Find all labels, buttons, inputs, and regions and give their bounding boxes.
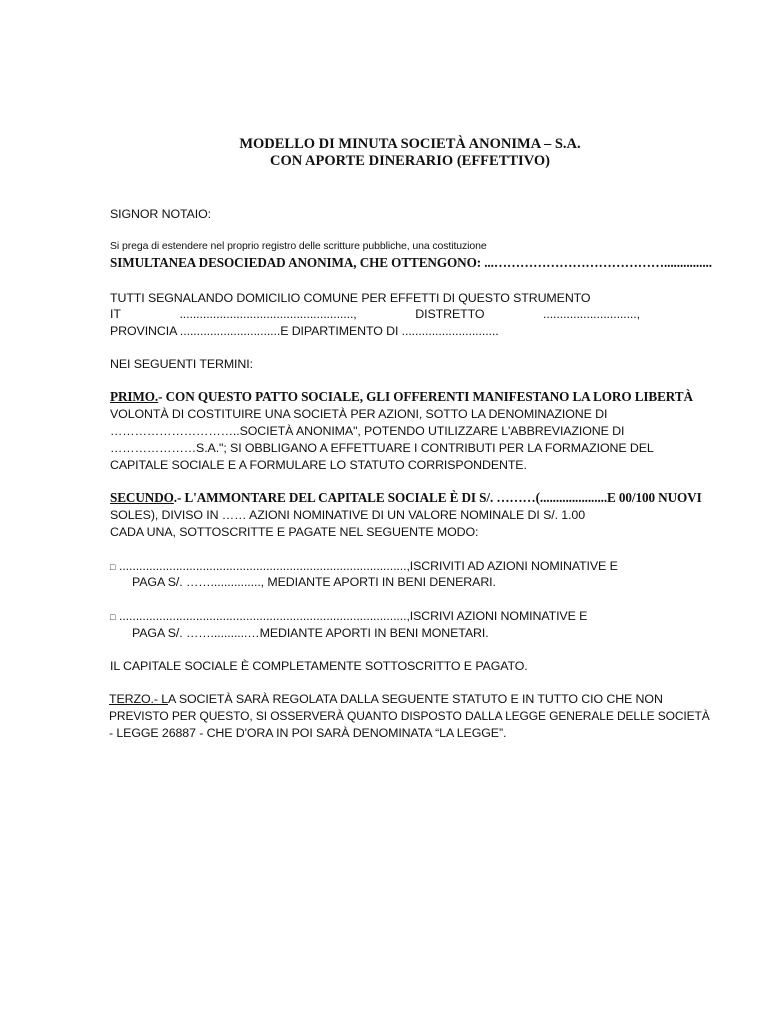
primo-heading xyxy=(110,389,693,405)
secundo-line-2: SOLES), DIVISO IN …… AZIONI NOMINATIVE DI UN VALORE NOMINALE DI S/. 1.00 xyxy=(110,508,585,522)
checkbox-bullet-icon: □ xyxy=(110,612,116,622)
document-title-line-2: CON APORTE DINERARIO (EFFETTIVO) xyxy=(270,153,550,169)
intro-bold-text: SIMULTANEA DESOCIEDAD ANONIMA, CHE OTTENGONO: ...…………………………………............... xyxy=(110,255,712,270)
domicile-it: IT xyxy=(110,307,121,321)
terzo-line-1-text: A SOCIETÀ SARÀ REGOLATA DALLA SEGUENTE STATUTO E IN TUTTO CIO CHE NON xyxy=(168,692,663,706)
domicile-line-1: TUTTI SEGNALANDO DOMICILIO COMUNE PER EFFETTI DI QUESTO STRUMENTO xyxy=(110,291,591,305)
primo-heading-text: - CON QUESTO PATTO SOCIALE, GLI OFFERENTI MANIFESTANO LA LORO LIBERTÀ xyxy=(158,389,693,404)
terzo-line-2: PREVISTO PER QUESTO, SI OSSERVERÀ QUANTO DISPOSTO DALLA LEGGE GENERALE DELLE SOCIETÀ xyxy=(109,709,710,723)
subscriber-1-text: ......................................................................................,ISCRIVITI AD AZIONI NOMINATIVE E xyxy=(119,559,618,573)
subscriber-1-line-1 xyxy=(110,558,618,575)
primo-line-4: …………………S.A."; SI OBBLIGANO A EFFETTUARE I CONTRIBUTI PER LA FORMAZIONE DEL xyxy=(110,441,654,455)
subscriber-1-line-2: PAGA S/. ……..............., MEDIANTE APORTI IN BENI DENERARI. xyxy=(132,575,496,589)
subscriber-2-text: ......................................................................................,ISCRIVI AZIONI NOMINATIVE E xyxy=(119,609,588,623)
domicile-line-2 xyxy=(110,306,640,322)
domicile-city-blank: ...................................................., xyxy=(179,307,357,321)
subscriber-2-line-2: PAGA S/. ……...........…MEDIANTE APORTI IN BENI MONETARI. xyxy=(132,626,489,640)
terzo-line-3: - LEGGE 26887 - CHE D'ORA IN POI SARÀ DENOMINATA “LA LEGGE”. xyxy=(109,726,507,740)
primo-label: PRIMO. xyxy=(110,389,159,404)
primo-line-3: …………………………..SOCIETÀ ANONIMA", POTENDO UTILIZZARE L'ABBREVIAZIONE DI xyxy=(110,424,625,438)
document-title-line-1: MODELLO DI MINUTA SOCIETÀ ANONIMA – S.A. xyxy=(239,136,581,152)
secundo-line-3: CADA UNA, SOTTOSCRITTE E PAGATE NEL SEGUENTE MODO: xyxy=(110,525,479,539)
capital-statement: IL CAPITALE SOCIALE È COMPLETAMENTE SOTTOSCRITTO E PAGATO. xyxy=(110,659,528,673)
checkbox-bullet-icon: □ xyxy=(110,562,116,572)
secundo-heading-text: .- L'AMMONTARE DEL CAPITALE SOCIALE È DI S/. ………(.....................E 00/100 NUOVI xyxy=(173,490,702,505)
salutation: SIGNOR NOTAIO: xyxy=(110,207,211,221)
primo-line-2: VOLONTÀ DI COSTITUIRE UNA SOCIETÀ PER AZIONI, SOTTO LA DENOMINAZIONE DI xyxy=(110,407,608,421)
primo-line-5: CAPITALE SOCIALE E A FORMULARE LO STATUTO CORRISPONDENTE. xyxy=(110,458,527,472)
intro-text: Si prega di estendere nel proprio registro delle scritture pubbliche, una costituzione xyxy=(110,240,487,252)
terzo-label: TERZO.- L xyxy=(109,692,168,706)
domicile-district-blank: ............................, xyxy=(543,307,640,321)
terms-heading: NEI SEGUENTI TERMINI: xyxy=(110,357,253,371)
domicile-district-label: DISTRETTO xyxy=(415,307,485,321)
secundo-heading xyxy=(110,490,702,506)
domicile-line-3: PROVINCIA ..............................E DIPARTIMENTO DI ............................. xyxy=(110,324,499,338)
terzo-line-1 xyxy=(109,691,663,707)
secundo-label: SECUNDO xyxy=(110,490,174,505)
subscriber-2-line-1 xyxy=(110,608,587,625)
